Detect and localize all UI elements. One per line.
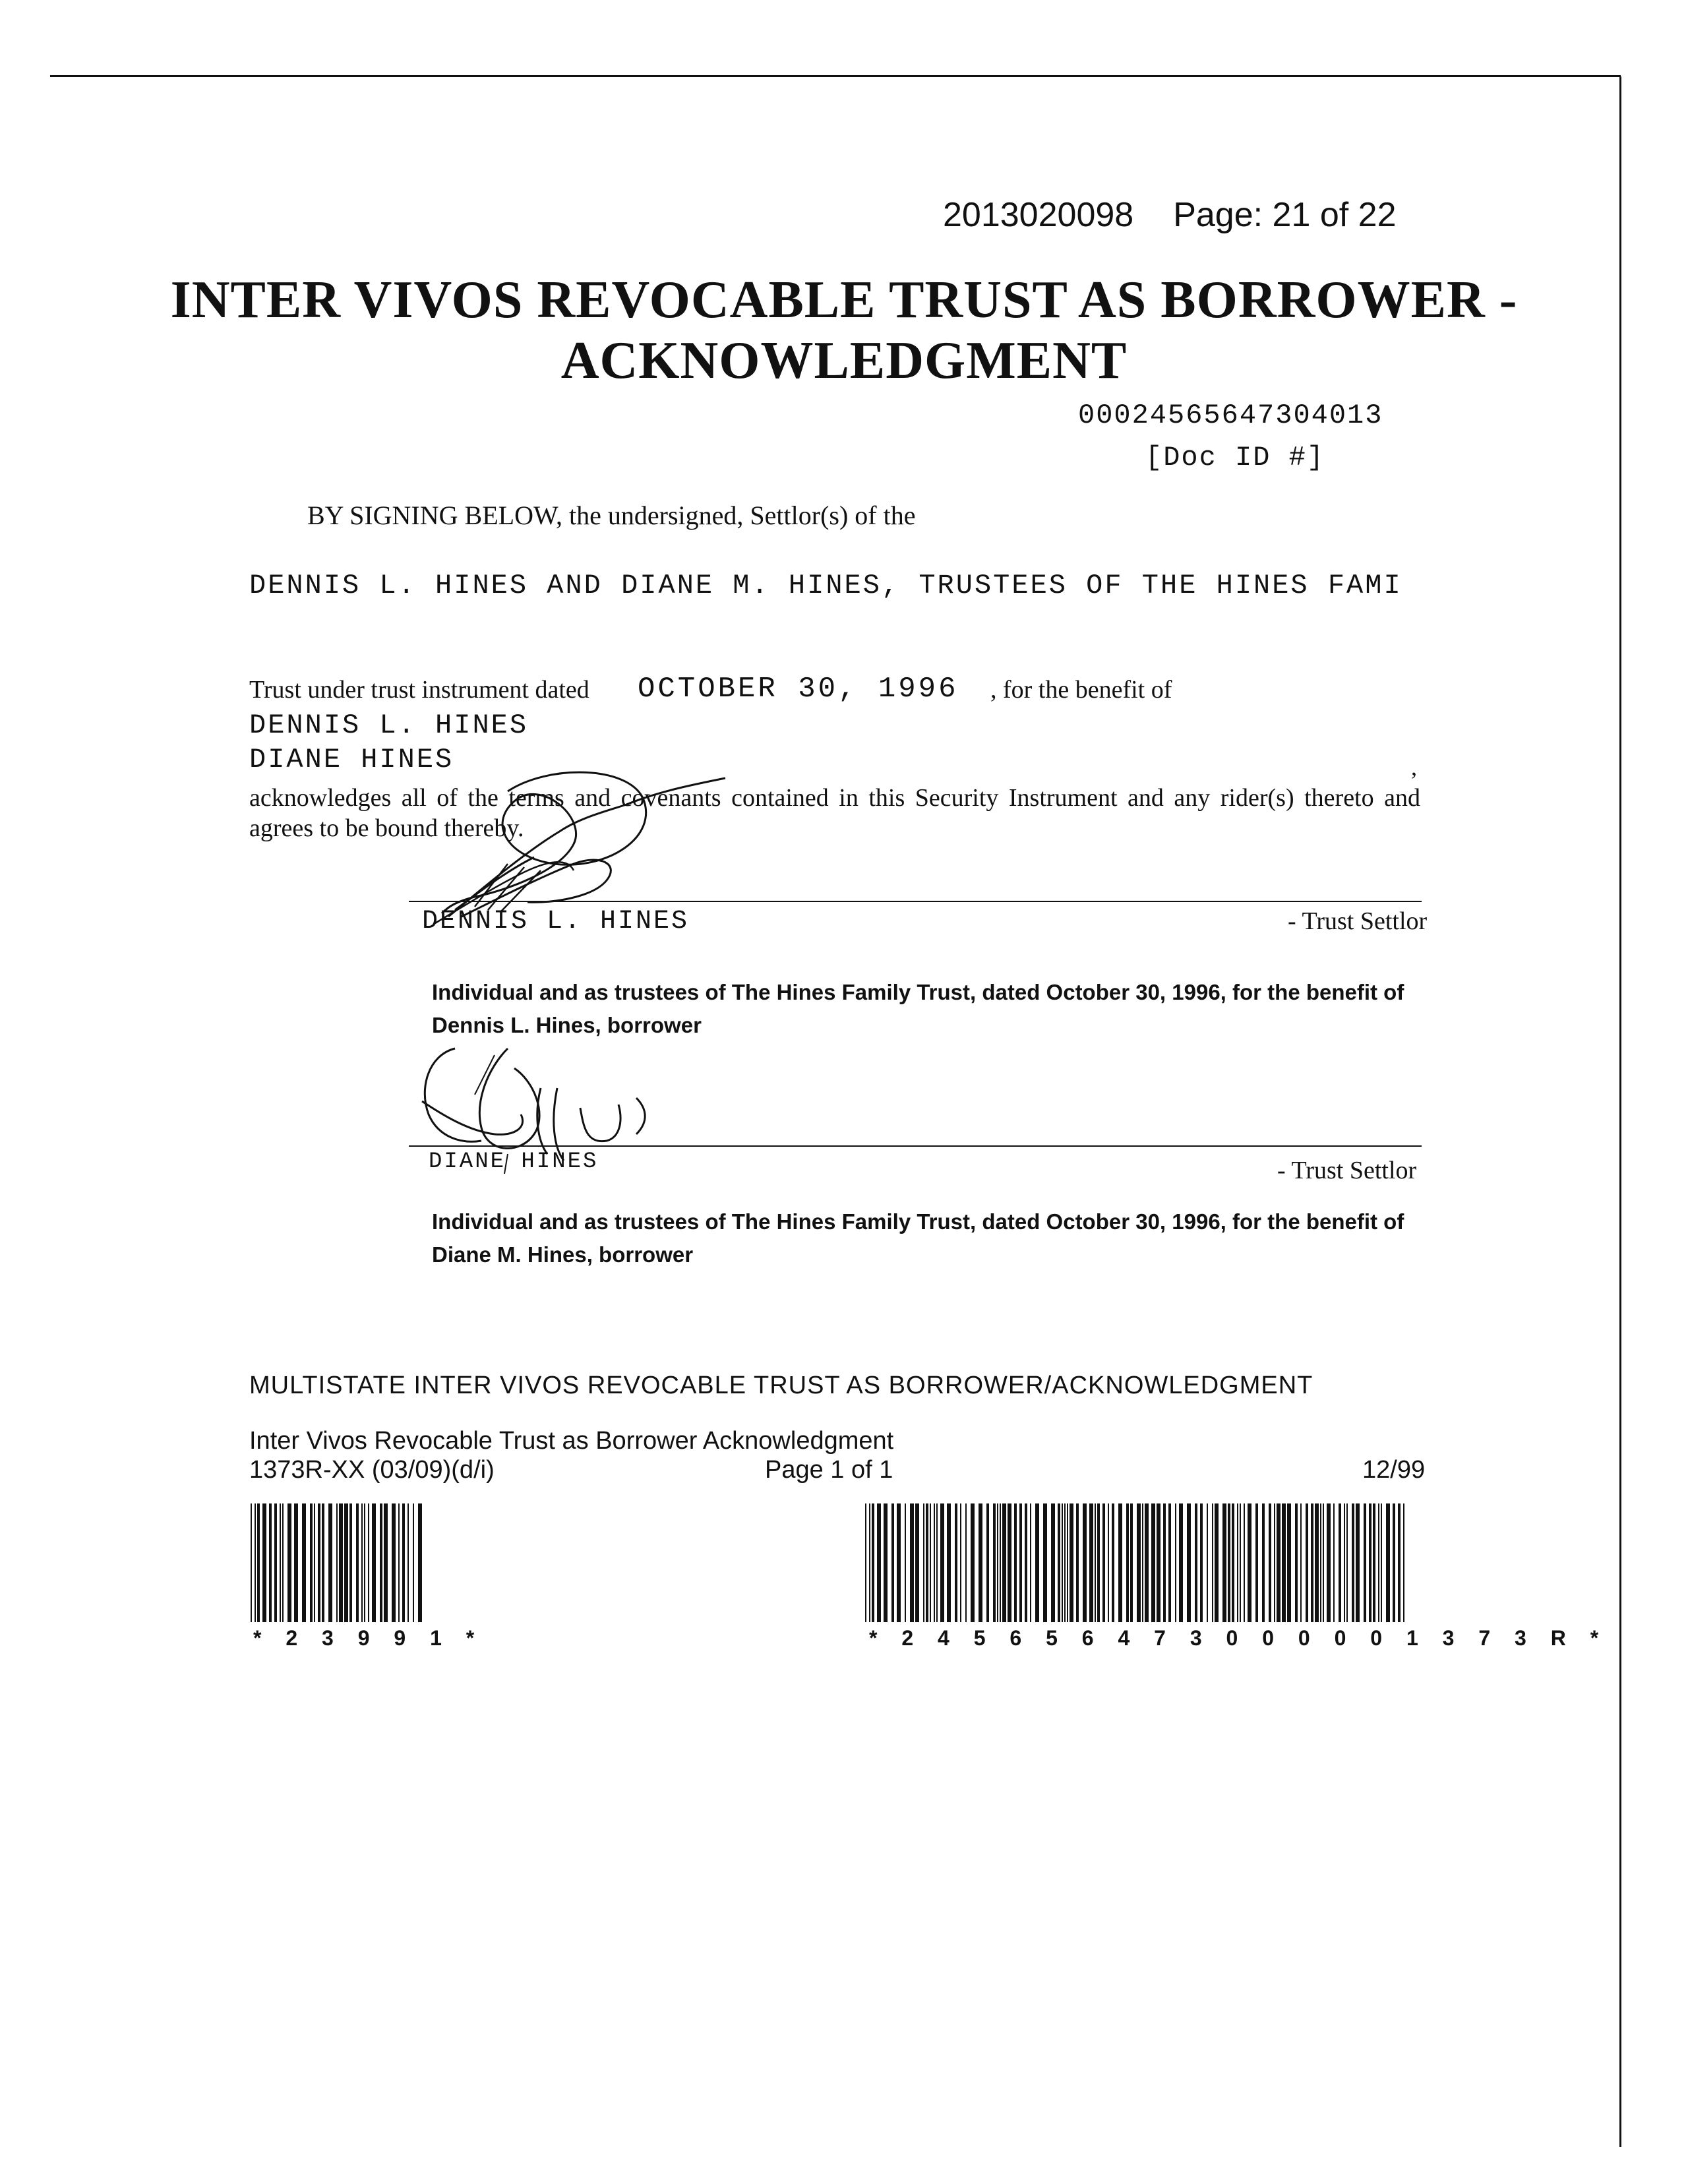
form-date: 12/99 bbox=[1362, 1456, 1426, 1484]
comma-mark: , bbox=[1411, 754, 1417, 780]
signer-capacity: Individual and as trustees of The Hines Family Trust, dated October 30, 1996, for the benefit of Dennis L. Hines, borrower bbox=[432, 980, 1404, 1037]
barcode-left-text: * 2 3 9 9 1 * bbox=[253, 1626, 484, 1650]
page-info: Page: 21 of 22 bbox=[1173, 196, 1397, 234]
signer-capacity: Individual and as trustees of The Hines Family Trust, dated October 30, 1996, for the benefit of Diane M. Hines, borrower bbox=[432, 1209, 1404, 1267]
trust-date-label: Trust under trust instrument dated bbox=[249, 676, 589, 704]
acknowledgment-line-1: acknowledges all of the terms and covenants contained in this Security Instrument and any rider(s) thereto and bbox=[249, 784, 1420, 812]
signer-name: DIANE HINES bbox=[429, 1149, 599, 1174]
record-number: 2013020098 bbox=[943, 196, 1134, 234]
trust-date-value: OCTOBER 30, 1996 bbox=[638, 673, 959, 706]
trust-name: DENNIS L. HINES AND DIANE M. HINES, TRUSTEES OF THE HINES FAMI bbox=[249, 570, 1402, 601]
page-border-top bbox=[50, 75, 1621, 77]
record-header bbox=[943, 195, 1396, 235]
barcode-right-text: * 2 4 5 6 5 6 4 7 3 0 0 0 0 0 1 3 7 3 R * bbox=[869, 1626, 1608, 1650]
signature-line-1 bbox=[409, 901, 1422, 902]
barcode-right bbox=[865, 1503, 1408, 1622]
acknowledgment-line-2: agrees to be bound thereby. bbox=[249, 814, 524, 842]
signer-role: - Trust Settlor bbox=[1277, 1157, 1417, 1184]
signer-name: DENNIS L. HINES bbox=[422, 907, 690, 936]
doc-id-number: 00024565647304013 bbox=[1078, 400, 1383, 431]
doc-id-label: [Doc ID #] bbox=[1145, 442, 1325, 473]
barcode-left bbox=[251, 1503, 423, 1622]
form-title: MULTISTATE INTER VIVOS REVOCABLE TRUST AS BORROWER/ACKNOWLEDGMENT bbox=[249, 1372, 1313, 1399]
signer-role: - Trust Settlor bbox=[1288, 907, 1428, 935]
benefit-label: , for the benefit of bbox=[990, 676, 1172, 704]
beneficiary-name: DENNIS L. HINES bbox=[249, 710, 529, 741]
intro-text: BY SIGNING BELOW, the undersigned, Settlor(s) of the bbox=[307, 501, 916, 530]
form-subtitle: Inter Vivos Revocable Trust as Borrower Acknowledgment bbox=[249, 1427, 894, 1455]
beneficiary-name: DIANE HINES bbox=[249, 744, 454, 775]
signature-line-2 bbox=[409, 1145, 1422, 1147]
document-title-line-1: INTER VIVOS REVOCABLE TRUST AS BORROWER - bbox=[170, 271, 1518, 329]
document-title-line-2: ACKNOWLEDGMENT bbox=[560, 332, 1128, 390]
form-number: 1373R-XX (03/09)(d/i) bbox=[249, 1456, 495, 1484]
form-page: Page 1 of 1 bbox=[765, 1456, 893, 1484]
